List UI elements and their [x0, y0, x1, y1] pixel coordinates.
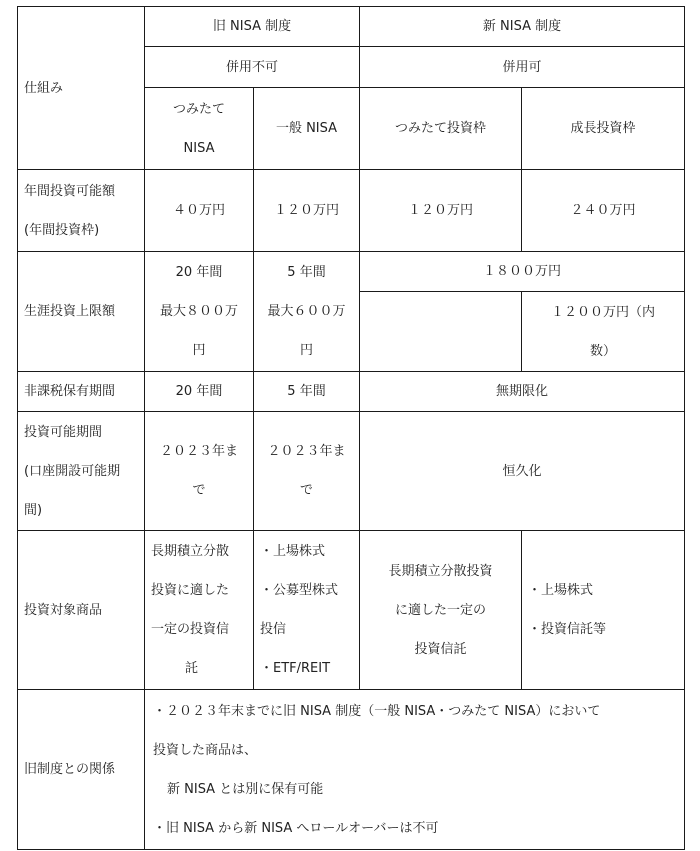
header-old-nisa: 旧 NISA 制度: [145, 7, 360, 47]
header-new-nisa: 新 NISA 制度: [360, 7, 685, 47]
header-old-tsumitate: つみたて NISA: [145, 88, 254, 170]
row-label-lifetime-limit: 生涯投資上限額: [18, 252, 145, 372]
period-old-tsumitate: ２０２３年ま で: [145, 412, 254, 531]
row-label-investment-period: 投資可能期間 (口座開設可能期 間): [18, 412, 145, 531]
period-new: 恒久化: [360, 412, 685, 531]
old-not-combinable: 併用不可: [145, 47, 360, 88]
header-old-general: 一般 NISA: [254, 88, 360, 170]
row-label-annual-limit: 年間投資可能額 (年間投資枠): [18, 170, 145, 252]
row-label-products: 投資対象商品: [18, 531, 145, 690]
products-old-tsumitate: 長期積立分散 投資に適した 一定の投資信 託: [145, 531, 254, 690]
annual-old-general: １２０万円: [254, 170, 360, 252]
relation-details: ・２０２３年末までに旧 NISA 制度（一般 NISA・つみたて NISA）において 投資した商品は、 新 NISA とは別に保有可能 ・旧 NISA から新 NISA へロールオーバーは不可: [145, 690, 685, 850]
row-label-mechanism: 仕組み: [18, 7, 145, 170]
lifetime-old-general: 5 年間 最大６００万 円: [254, 252, 360, 372]
products-new-growth: ・上場株式 ・投資信託等: [522, 531, 685, 690]
products-new-tsumitate: 長期積立分散投資 に適した一定の 投資信託: [360, 531, 522, 690]
header-new-growth: 成長投資枠: [522, 88, 685, 170]
new-combinable: 併用可: [360, 47, 685, 88]
lifetime-new-tsumitate-empty: [360, 292, 522, 372]
annual-new-tsumitate: １２０万円: [360, 170, 522, 252]
nisa-comparison-table: [17, 6, 685, 850]
annual-new-growth: ２４０万円: [522, 170, 685, 252]
tax-free-old-tsumitate: 20 年間: [145, 372, 254, 412]
header-new-tsumitate: つみたて投資枠: [360, 88, 522, 170]
tax-free-new: 無期限化: [360, 372, 685, 412]
lifetime-new-growth: １２００万円（内 数）: [522, 292, 685, 372]
lifetime-new-total: １８００万円: [360, 252, 685, 292]
row-label-tax-free-period: 非課税保有期間: [18, 372, 145, 412]
products-old-general: ・上場株式 ・公募型株式 投信 ・ETF/REIT: [254, 531, 360, 690]
lifetime-old-tsumitate: 20 年間 最大８００万 円: [145, 252, 254, 372]
annual-old-tsumitate: ４０万円: [145, 170, 254, 252]
tax-free-old-general: 5 年間: [254, 372, 360, 412]
row-label-relation: 旧制度との関係: [18, 690, 145, 850]
period-old-general: ２０２３年ま で: [254, 412, 360, 531]
